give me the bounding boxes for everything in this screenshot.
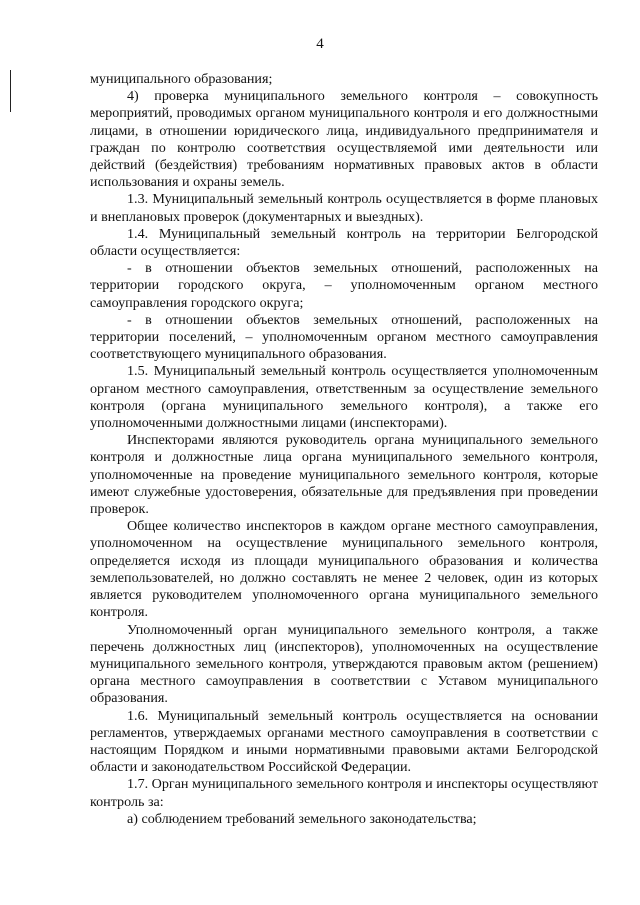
paragraph: 1.6. Муниципальный земельный контроль осуществляется на основании регламентов, утверждаемых органами местного самоуправления в соответствии с настоящим Порядком и иными нормативными правовыми актами Белгородской области и законодательством Российской Федерации. <box>90 707 598 776</box>
paragraph: 1.4. Муниципальный земельный контроль на территории Белгородской области осуществляется: <box>90 225 598 260</box>
paragraph: Общее количество инспекторов в каждом органе местного самоуправления, уполномоченном на осуществление муниципального земельного контроля, определяется исходя из площади муниципального образования и количества землепользователей, но должно составлять не менее 2 человек, один из которых является руководителем уполномоченного органа муниципального земельного контроля. <box>90 518 598 621</box>
document-body <box>90 71 598 828</box>
paragraph: а) соблюдением требований земельного законодательства; <box>127 810 477 827</box>
paragraph: - в отношении объектов земельных отношений, расположенных на территории поселений, – уполномоченным органом местного самоуправления соответствующего муниципального образования. <box>90 311 598 363</box>
paragraph: Уполномоченный орган муниципального земельного контроля, а также перечень должностных лиц (инспекторов), уполномоченных на осуществление муниципального земельного контроля, утверждаются правовым актом (решением) органа местного самоуправления в соответствии с Уставом муниципального образования. <box>90 621 598 707</box>
paragraph: 1.7. Орган муниципального земельного контроля и инспекторы осуществляют контроль за: <box>90 776 598 810</box>
paragraph: Инспекторами являются руководитель органа муниципального земельного контроля и должностные лица органа муниципального земельного контроля, уполномоченные на проведение муниципального земельного контроля, которые имеют служебные удостоверения, обязательные для предъявления при проведении проверок. <box>90 432 598 518</box>
margin-mark <box>10 70 11 112</box>
paragraph: 4) проверка муниципального земельного контроля – совокупность мероприятий, проводимых органом муниципального контроля и его должностными лицами, в отношении юридического лица, индивидуального предпринимателя и граждан по контролю соответствия осуществляемой ими деятельности или действий (бездействия) требованиям нормативных правовых актов в области использования и охраны земель. <box>90 88 598 191</box>
page-number: 4 <box>316 36 324 52</box>
paragraph: 1.5. Муниципальный земельный контроль осуществляется уполномоченным органом местного самоуправления, ответственным за осуществление земельного контроля (органа муниципального земельного контроля), а также его уполномоченными должностными лицами (инспекторами). <box>90 363 598 432</box>
paragraph: 1.3. Муниципальный земельный контроль осуществляется в форме плановых и внеплановых проверок (документарных и выездных). <box>90 191 598 225</box>
paragraph: - в отношении объектов земельных отношений, расположенных на территории городского округа, – уполномоченным органом местного самоуправления городского округа; <box>90 260 598 311</box>
paragraph: муниципального образования; <box>90 71 273 87</box>
